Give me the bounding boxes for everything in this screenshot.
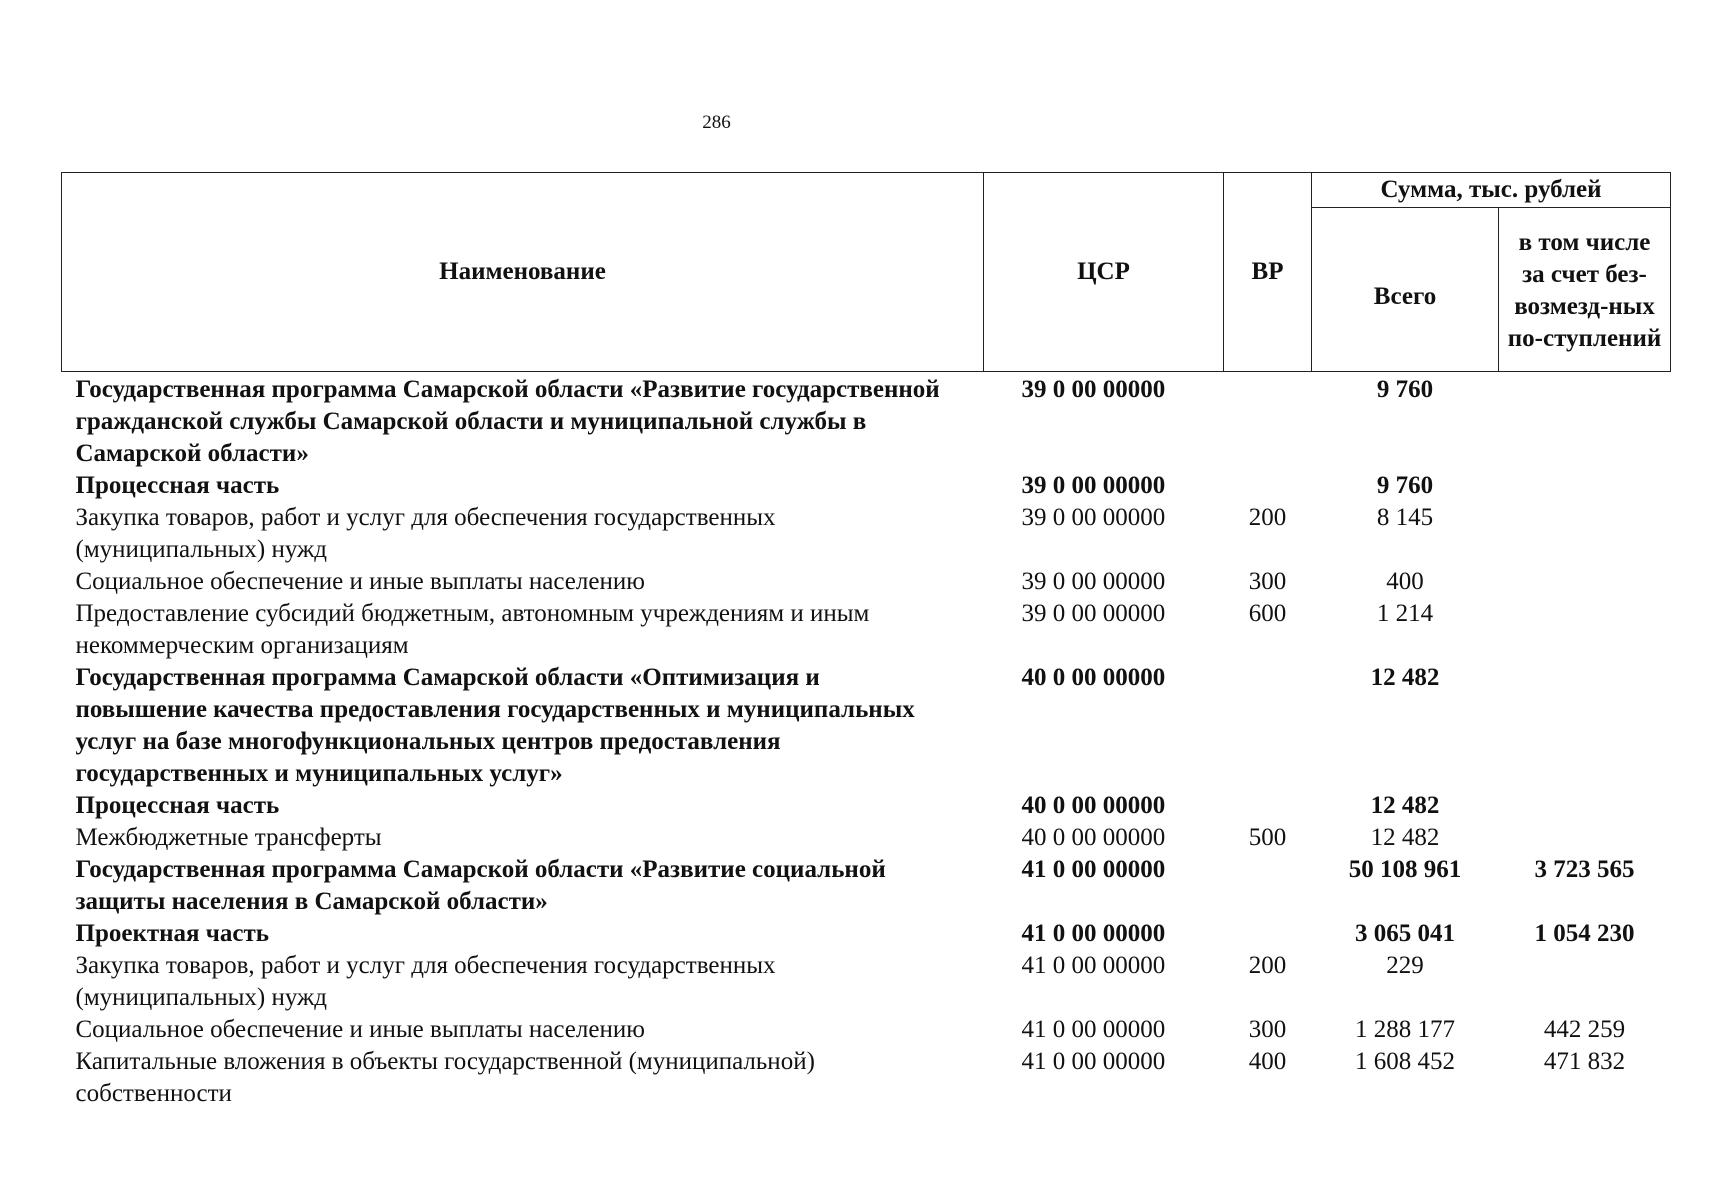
row-total-cell: 12 482 [1370, 792, 1440, 819]
table-row [62, 598, 1671, 662]
header-free-receipts: в том числе за счет без-возмезд-ных по-ступлений [1499, 208, 1671, 372]
row-total-cell: 400 [1386, 568, 1424, 595]
row-free-receipts-cell [1499, 950, 1671, 1014]
row-csr-cell: 41 0 00 00000 [1021, 1048, 1166, 1075]
table-row [62, 1014, 1671, 1046]
header-csr: ЦСР [984, 173, 1224, 372]
row-vr-cell: 600 [1248, 600, 1287, 627]
row-name-cell: Межбюджетные трансферты [75, 824, 382, 851]
row-vr-cell: 300 [1248, 568, 1287, 595]
row-name-cell: Закупка товаров, работ и услуг для обеспечения государственных (муниципальных) нужд [75, 952, 776, 1011]
row-csr-cell: 41 0 00 00000 [1021, 952, 1166, 979]
row-total-cell: 1 608 452 [1355, 1048, 1455, 1075]
header-name: Наименование [62, 173, 984, 372]
row-free-receipts-cell [1499, 662, 1671, 790]
header-total: Всего [1312, 208, 1499, 372]
row-vr-cell [1224, 470, 1312, 502]
row-vr-cell [1224, 918, 1312, 950]
row-free-receipts-cell [1499, 470, 1671, 502]
page-number: 286 [702, 112, 731, 133]
row-free-receipts-cell [1499, 502, 1671, 566]
row-total-cell: 1 288 177 [1355, 1016, 1455, 1043]
row-total-cell: 50 108 961 [1348, 856, 1462, 883]
row-name-cell: Процессная часть [75, 792, 280, 819]
row-csr-cell: 40 0 00 00000 [1021, 664, 1166, 691]
table-row [62, 950, 1671, 1014]
row-total-cell: 9 760 [1376, 376, 1434, 403]
row-name-cell: Процессная часть [75, 472, 280, 499]
row-vr-cell [1224, 790, 1312, 822]
row-csr-cell: 40 0 00 00000 [1021, 824, 1166, 851]
row-name-cell: Государственная программа Самарской области «Развитие государственной гражданской службы Самарской области и муниципальной службы в Самарской области» [75, 376, 940, 467]
row-csr-cell: 39 0 00 00000 [1021, 472, 1166, 499]
row-free-receipts-cell [1499, 822, 1671, 854]
row-csr-cell: 40 0 00 00000 [1021, 792, 1166, 819]
table-row [62, 566, 1671, 598]
row-total-cell: 1 214 [1376, 600, 1434, 627]
row-free-receipts-cell [1499, 566, 1671, 598]
row-free-receipts-cell: 442 259 [1543, 1016, 1626, 1043]
row-name-cell: Проектная часть [75, 920, 270, 947]
table-header [62, 173, 1671, 372]
row-free-receipts-cell [1499, 790, 1671, 822]
row-csr-cell: 41 0 00 00000 [1021, 920, 1166, 947]
table-row [62, 372, 1671, 471]
table-row [62, 662, 1671, 790]
row-free-receipts-cell: 471 832 [1543, 1048, 1626, 1075]
row-total-cell: 9 760 [1376, 472, 1434, 499]
row-vr-cell: 300 [1248, 1016, 1287, 1043]
table-row [62, 470, 1671, 502]
row-total-cell: 12 482 [1370, 664, 1440, 691]
row-csr-cell: 39 0 00 00000 [1021, 376, 1166, 403]
row-total-cell: 3 065 041 [1355, 920, 1455, 947]
row-name-cell: Закупка товаров, работ и услуг для обеспечения государственных (муниципальных) нужд [75, 504, 776, 563]
table-row [62, 822, 1671, 854]
row-total-cell: 8 145 [1376, 504, 1434, 531]
row-vr-cell [1224, 854, 1312, 918]
row-name-cell: Государственная программа Самарской области «Развитие социальной защиты населения в Самарской области» [75, 856, 886, 915]
row-total-cell: 229 [1386, 952, 1424, 979]
row-free-receipts-cell: 3 723 565 [1534, 856, 1635, 883]
row-name-cell: Социальное обеспечение и иные выплаты населению [75, 568, 645, 595]
row-vr-cell: 500 [1248, 824, 1287, 851]
row-vr-cell: 200 [1248, 952, 1287, 979]
row-csr-cell: 39 0 00 00000 [1021, 600, 1166, 627]
table-row [62, 854, 1671, 918]
row-name-cell: Государственная программа Самарской области «Оптимизация и повышение качества предоставления государственных и муниципальных услуг на базе многофункциональных центров предоставления государственных и муниципальных услуг» [75, 664, 915, 787]
row-vr-cell: 400 [1248, 1048, 1287, 1075]
row-csr-cell: 41 0 00 00000 [1021, 856, 1166, 883]
row-vr-cell [1224, 662, 1312, 790]
row-name-cell: Предоставление субсидий бюджетным, автономным учреждениям и иным некоммерческим организациям [75, 600, 870, 659]
table-row [62, 502, 1671, 566]
row-free-receipts-cell [1499, 372, 1671, 471]
row-vr-cell: 200 [1248, 504, 1287, 531]
row-csr-cell: 39 0 00 00000 [1021, 568, 1166, 595]
row-name-cell: Капитальные вложения в объекты государственной (муниципальной) собственности [75, 1048, 815, 1107]
row-vr-cell [1224, 372, 1312, 471]
row-free-receipts-cell: 1 054 230 [1534, 920, 1635, 947]
table-row [62, 790, 1671, 822]
header-vr: ВР [1224, 173, 1312, 372]
budget-table [61, 172, 1671, 1110]
table-body [62, 372, 1671, 1111]
row-total-cell: 12 482 [1370, 824, 1440, 851]
row-csr-cell: 41 0 00 00000 [1021, 1016, 1166, 1043]
row-free-receipts-cell [1499, 598, 1671, 662]
table-row [62, 1046, 1671, 1110]
table-row [62, 918, 1671, 950]
row-csr-cell: 39 0 00 00000 [1021, 504, 1166, 531]
row-name-cell: Социальное обеспечение и иные выплаты населению [75, 1016, 645, 1043]
header-sum-group: Сумма, тыс. рублей [1312, 173, 1671, 208]
